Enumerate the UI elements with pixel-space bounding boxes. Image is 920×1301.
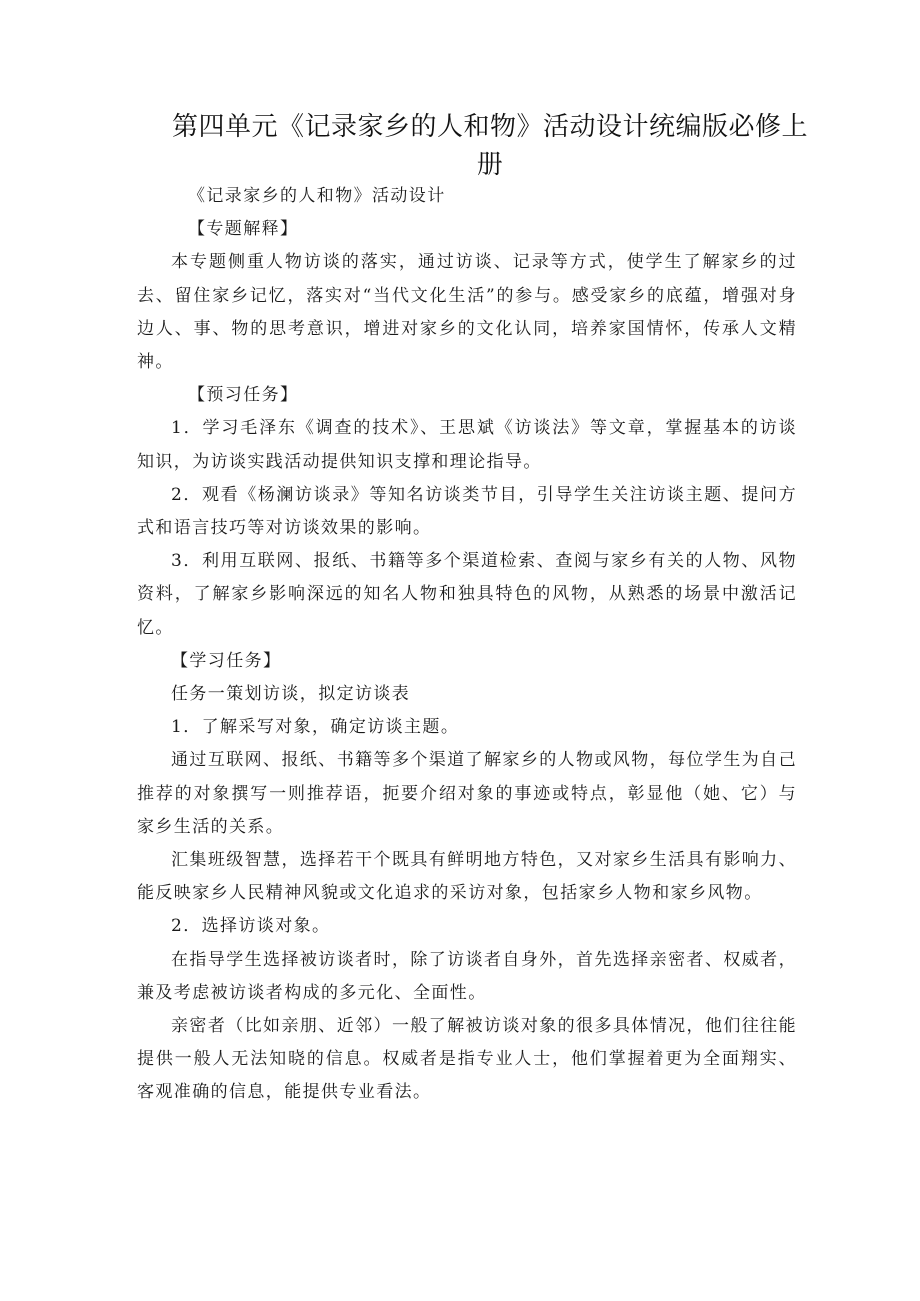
list-item: 3．利用互联网、报纸、书籍等多个渠道检索、查阅与家乡有关的人物、风物资料，了解家乡影响深远的知名人物和独具特色的风物，从熟悉的场景中激活记忆。: [137, 551, 797, 638]
document-body: [137, 180, 797, 1110]
list-item: 2．观看《杨澜访谈录》等知名访谈类节目，引导学生关注访谈主题、提问方式和语言技巧等对访谈效果的影响。: [137, 484, 797, 539]
paragraph: 汇集班级智慧，选择若干个既具有鲜明地方特色，又对家乡生活具有影响力、能反映家乡人民精神风貌或文化追求的采访对象，包括家乡人物和家乡风物。: [137, 850, 797, 904]
subtitle: 《记录家乡的人和物》活动设计: [188, 186, 446, 206]
section-heading-learning-tasks: 【学习任务】: [171, 650, 282, 671]
paragraph: 在指导学生选择被访谈者时，除了访谈者自身外，首先选择亲密者、权威者，兼及考虑被访谈者构成的多元化、全面性。: [137, 949, 797, 1003]
document-title: 第四单元《记录家乡的人和物》活动设计统编版必修上册: [171, 112, 808, 180]
list-item: 1．学习毛泽东《调查的技术》、王思斌《访谈法》等文章，掌握基本的访谈知识，为访谈实践活动提供知识支撑和理论指导。: [137, 418, 797, 472]
paragraph: 通过互联网、报纸、书籍等多个渠道了解家乡的人物或风物，每位学生为自己推荐的对象撰写一则推荐语，扼要介绍对象的事迹或特点，彰显他（她、它）与家乡生活的关系。: [137, 750, 797, 837]
paragraph: 亲密者（比如亲朋、近邻）一般了解被访谈对象的很多具体情况，他们往往能提供一般人无法知晓的信息。权威者是指专业人士，他们掌握着更为全面翔实、客观准确的信息，能提供专业看法。: [137, 1016, 797, 1103]
paragraph: 本专题侧重人物访谈的落实，通过访谈、记录等方式，使学生了解家乡的过去、留住家乡记忆，落实对“当代文化生活”的参与。感受家乡的底蕴，增强对身边人、事、物的思考意识，增进对家乡的文化认同，培养家国情怀，传承人文精神。: [137, 252, 797, 373]
section-heading-topic-explanation: 【专题解释】: [188, 219, 299, 240]
list-item: 1．了解采写对象，确定访谈主题。: [171, 717, 460, 738]
list-item: 2．选择访谈对象。: [171, 916, 331, 937]
section-heading-preview-tasks: 【预习任务】: [188, 385, 299, 406]
task-heading: 任务一策划访谈，拟定访谈表: [171, 684, 411, 705]
